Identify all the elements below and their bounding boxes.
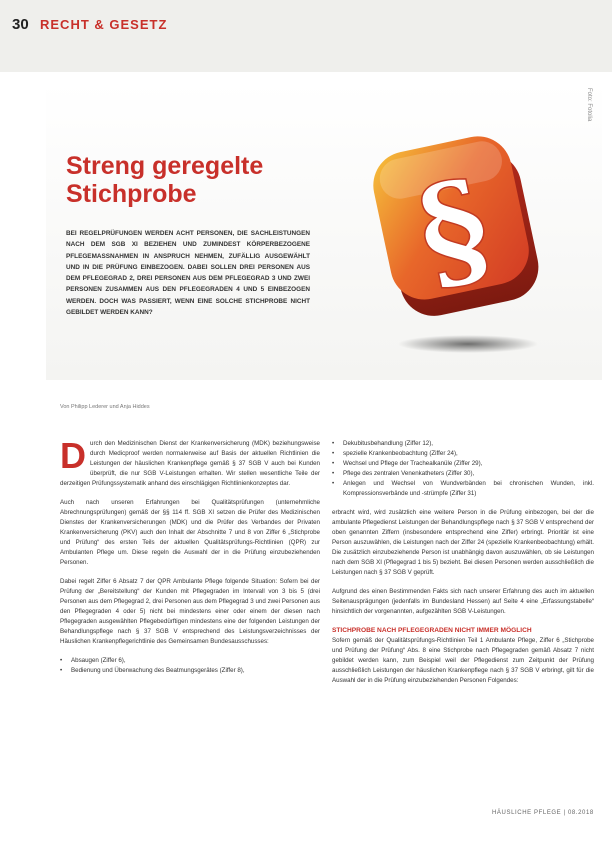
paragraph-3: Dabei regelt Ziffer 6 Absatz 7 der QPR Ambulante Pflege folgende Situation: Sofern bei der Prüfung der „Bereitstellung“ der Kunden mit Pflegegraden im Intervall von 3 bis 5 (drei Personen aus dem Pflegegrad 2, drei Personen aus dem Pflegegrad 3 und zwei Personen aus den Pflegegraden 4 oder 5) nicht bei mindestens einer oder einem der diesen nach Pflegegraden ausgewählten Pflegebedürftigen mindestens eine der folgenden Leistungen der Behandlungspflege nach § 37 SGB V entsprechend des Leistungsverzeichnisses der Häuslichen Krankenpflegerichtlinie des Gemeinsamen Bundesausschusses: [60, 578, 320, 645]
list-item: • spezielle Krankenbeobachtung (Ziffer 24), [332, 449, 594, 459]
list-item: • Absaugen (Ziffer 6), [60, 656, 320, 666]
section-title: RECHT & GESETZ [40, 17, 168, 32]
list-item: • Pflege des zentralen Venenkatheters (Ziffer 30), [332, 469, 594, 479]
paragraph-4: erbracht wird, wird zusätzlich eine weitere Person in die Prüfung einbezogen, bei der die ambulante Pflegedienst Leistungen der Behandlungspflege nach § 37 SGB V entsprechend der oben genannten Ziffern (insbesondere entsprechend eine Ziffer) erbringt. Prioritär ist eine Person auszuwählen, die Leistungen nach der Ziffer 24 (spezielle Krankenbeobachtung) erhält. Die zusätzlich einzubeziehende Person ist unabhängig davon auszuwählen, ob sie Leistungen nach dem SGB XI (Pflegegrad 1 bis 5) bezieht. Bei diesen Personen werden ausschließlich die Leistungen nach § 37 SGB V geprüft. [332, 509, 594, 576]
article-column-left [60, 435, 320, 685]
article-column-right [332, 439, 594, 695]
headline-line-1: Streng geregelte [66, 152, 264, 180]
paragraph-intro [60, 435, 320, 489]
paragraph-6: Sofern gemäß der Qualitätsprüfungs-Richtlinien Teil 1 Ambulante Pflege, Ziffer 6 „Stichprobe und Prüfung der Prüfung“ Abs. 8 eine Stichprobe nach Pflegegraden gemäß Absatz 7 nicht gebildet werden kann, zum Beispiel weil der Pflegedienst zum Zeitpunkt der Prüfung ausschließlich Leistungen der häuslichen Krankenpflege nach § 37 SGB V erbringt, gilt für die Auswahl der in die Prüfung einzubeziehenden Personen Folgendes: [332, 637, 594, 684]
drop-cap: D [60, 435, 86, 476]
paragraph-2: Auch nach unseren Erfahrungen bei Qualitätsprüfungen (unternehmliche Abrechnungsprüfungen) gemäß der §§ 114 ff. SGB XI setzen die Prüfer des Medizinischen Dienstes der Krankenversicherungen (MDK) und die Prüfer des Verbandes der Privaten Krankenversicherung (PKV) auch den Inhalt der Abschnitte 7 und 8 von Ziffer 6 „Stichprobe und Prüfung“ des ersten Teils der aktuellen Qualitätsprüfungs-Richtlinien (QPR) zur Ambulanten Pflege um. Diese regeln die Auswahl der in die Prüfung einzubeziehenden Personen. [60, 499, 320, 566]
intro-text: urch den Medizinischen Dienst der Krankenversicherung (MDK) beziehungsweise durch Medicproof werden normalerweise auf Basis der aktuellen Richtlinien die Leistungen der häuslichen Krankenpflege gemäß § 37 SGB V auch bei Kunden überprüft, die nur SGB V-Leistungen erhalten. Wir stellen wesentliche Teile der derzeitigen Prüfungssystematik anhand des einschlägigen Richtlinienkonzeptes dar. [60, 440, 320, 487]
list-item: • Dekubitusbehandlung (Ziffer 12), [332, 439, 594, 449]
article-headline [66, 152, 263, 208]
page-number: 30 [12, 16, 29, 33]
bullet-list-left [60, 656, 320, 676]
article-lead: BEI REGELPRÜFUNGEN WERDEN ACHT PERSONEN, DIE SACHLEISTUNGEN NACH DEM SGB XI BEZIEHEN UND ZUMINDEST KÖRPERBEZOGENE PFLEGEMASSNAHMEN IN ANSPRUCH NEHMEN, ZUFÄLLIG AUSGEWÄHLT UND IN DIE PRÜFUNG EINBEZOGEN. DABEI SOLLEN DREI PERSONEN AUS DEM PFLEGEGRAD 2, DREI PERSONEN AUS DEM PFLEGEGRAD 3 UND ZWEI PERSONEN ZUSAMMEN AUS DEN PFLEGEGRADEN 4 UND 5 EINBEZOGEN WERDEN. DOCH WAS PASSIERT, WENN EINE SOLCHE STICHPROBE NICHT GEBILDET WERDEN KANN? [66, 230, 310, 317]
author-caption: Von Philipp Lederer und Anja Hiddes [60, 404, 150, 410]
photo-credit: Foto: Fotolia [586, 88, 592, 122]
header-band [0, 0, 612, 72]
list-item: • Anlegen und Wechsel von Wundverbänden bei chronischen Wunden, inkl. Kompressionsverbände und -strümpfe (Ziffer 31) [332, 479, 594, 499]
subheading: STICHPROBE NACH PFLEGEGRADEN NICHT IMMER MÖGLICH [332, 627, 532, 634]
page-footer: HÄUSLICHE PFLEGE | 08.2018 [492, 810, 594, 816]
headline-line-2: Stichprobe [66, 180, 197, 208]
paragraph-symbol-glyph: § [405, 150, 503, 311]
paragraph-symbol-icon [356, 112, 556, 362]
bullet-list-right [332, 439, 594, 499]
list-item: • Bedienung und Überwachung des Beatmungsgerätes (Ziffer 8), [60, 666, 320, 676]
paragraph-5: Aufgrund des einen Bestimmenden Fakts sich nach unserer Erfahrung des auch im aktuellen Seitenausprägungen (jedenfalls im Bundesland Hessen) auf Seite 4 eine „Erfassungstabelle“ hinsichtlich der vorgenannten, aufgezählten SGB V-Leistungen. [332, 588, 594, 615]
list-item: • Wechsel und Pflege der Trachealkanüle (Ziffer 29), [332, 459, 594, 469]
